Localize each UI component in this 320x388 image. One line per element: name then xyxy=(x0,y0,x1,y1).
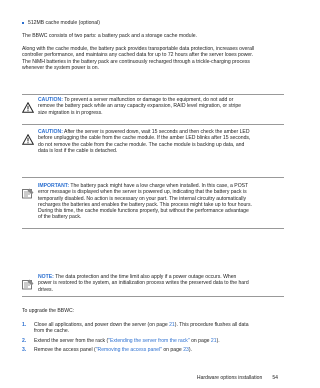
paragraph-line: controller performance, and maintains any cached data for up to 72 hours after the server loses power. xyxy=(22,52,254,59)
important-text: of the battery pack. xyxy=(38,214,82,221)
divider xyxy=(22,228,284,229)
cross-reference-link[interactable]: "Extending the server from the rack" xyxy=(108,338,190,344)
notepad-icon xyxy=(22,186,34,198)
important-text: recharges the batteries and enables the battery pack. This process might take up to four hours. xyxy=(38,201,252,208)
note-text: power is restored to the system, an initialization process writes the preserved data to the hard xyxy=(38,280,249,287)
warning-triangle-icon xyxy=(22,100,34,112)
caution-label: CAUTION: xyxy=(38,129,63,135)
step-text: Remove the access panel ( xyxy=(34,347,96,353)
caution-text: before unplugging the cable from the cache module. If the amber LED blinks after 15 seconds, xyxy=(38,135,251,142)
page-link[interactable]: 21 xyxy=(169,322,175,328)
divider xyxy=(22,94,284,95)
bullet-marker xyxy=(22,22,24,24)
paragraph-line: whenever the system power is on. xyxy=(22,64,100,71)
caution-text: To prevent a server malfunction or damage to the equipment, do not add or xyxy=(62,97,234,103)
note-text: The data protection and the time limit also apply if a power outage occurs. When xyxy=(53,274,237,280)
page-number: 54 xyxy=(272,375,278,381)
divider xyxy=(22,296,284,297)
step-text: from the cache. xyxy=(34,328,70,335)
step-text: ). xyxy=(188,347,192,353)
caution-text: data is lost if the cable is detached. xyxy=(38,147,118,154)
page-footer xyxy=(197,375,278,381)
step-number: 3. xyxy=(22,347,27,353)
paragraph-line: Along with the cache module, the battery pack provides transportable data protection, increases overall xyxy=(22,46,255,52)
description-paragraph xyxy=(22,46,284,71)
warning-triangle-icon xyxy=(22,132,34,144)
caution-text: remove the battery pack while an array capacity expansion, RAID level migration, or stripe xyxy=(38,103,241,110)
steps-intro-text: To upgrade the BBWC: xyxy=(22,308,75,314)
caution-text: do not remove the cable from the cache module. The cache module is backing up data, and xyxy=(38,141,245,148)
bullet-text: 512MB cache module (optional) xyxy=(28,20,100,26)
cross-reference-link[interactable]: "Removing the access panel" xyxy=(95,347,162,353)
step-number: 1. xyxy=(22,322,27,328)
divider xyxy=(22,124,284,125)
divider xyxy=(22,177,284,178)
note-text: drives. xyxy=(38,286,54,293)
footer-section-title: Hardware options installation xyxy=(196,375,263,381)
important-text: error message is displayed when the server is powered up, indicating that the battery pack is xyxy=(38,189,247,196)
important-text: The battery pack might have a low charge when installed. In this case, a POST xyxy=(69,183,249,189)
intro-text: The BBWC consists of two parts: a battery pack and a storage cache module. xyxy=(22,33,197,39)
step-text: Extend the server from the rack ( xyxy=(34,338,109,344)
steps-intro xyxy=(22,308,74,314)
intro-paragraph xyxy=(22,33,284,39)
important-text: temporarily disabled. No action is necessary on your part. The internal circuitry automatically xyxy=(38,195,246,202)
page-link[interactable]: 21 xyxy=(210,338,217,344)
step-text: on page xyxy=(189,338,211,344)
notepad-icon xyxy=(22,277,34,289)
step-number: 2. xyxy=(22,338,27,344)
note-label: NOTE: xyxy=(38,274,54,280)
step-text: ). This procedure flushes all data xyxy=(174,322,249,328)
caution-text: After the server is powered down, wait 15 seconds and then check the amber LED xyxy=(62,129,250,135)
step-text: ). xyxy=(216,338,220,344)
important-text: During this time, the cache module functions properly, but without the performance advantage xyxy=(38,208,249,215)
caution-label: CAUTION: xyxy=(38,97,63,103)
paragraph-line: The NiMH batteries in the battery pack are continuously recharged through a trickle-charging process xyxy=(22,58,250,65)
step-text: Close all applications, and power down the server (on page xyxy=(34,322,170,328)
important-label: IMPORTANT: xyxy=(38,183,70,189)
caution-text: size migration is in progress. xyxy=(38,109,103,116)
step-text: on page xyxy=(161,347,184,353)
page-link[interactable]: 23 xyxy=(183,347,189,353)
